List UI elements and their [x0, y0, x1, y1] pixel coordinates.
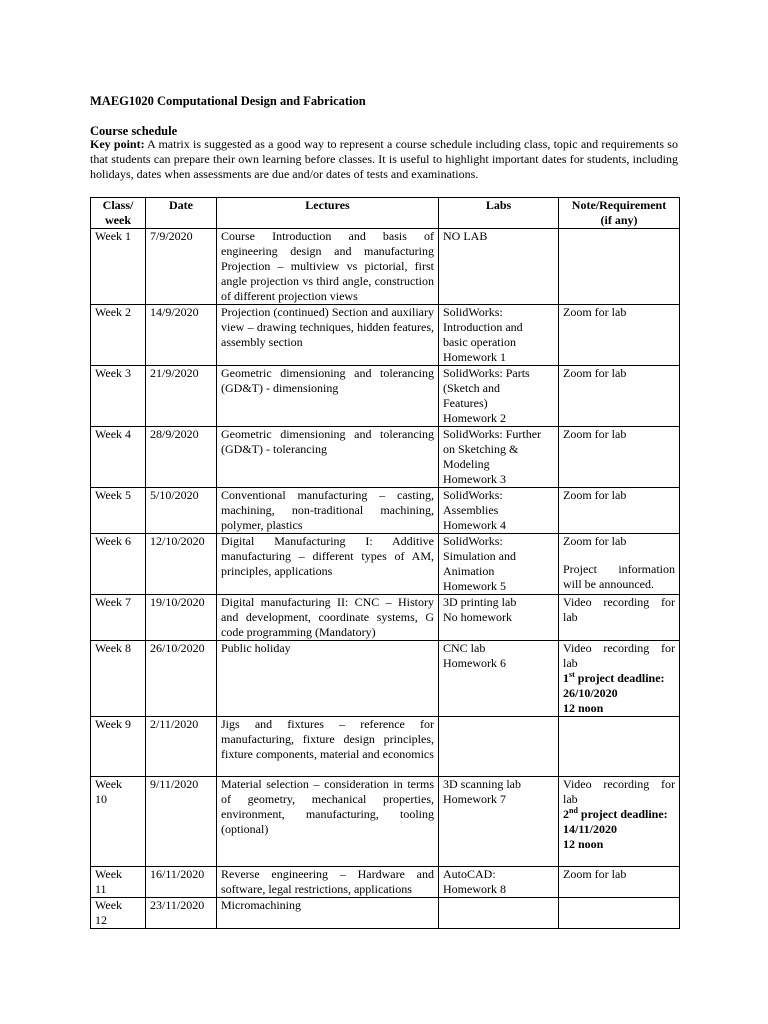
notes-cell: [559, 641, 680, 717]
labs-cell: [439, 305, 559, 366]
week-text: Week 5: [95, 488, 132, 502]
week-text: Week 2: [95, 305, 132, 319]
table-row: [91, 717, 680, 777]
week-cell: [91, 305, 146, 366]
lectures-cell: Reverse engineering – Hardware and software, legal restrictions, applications: [217, 867, 439, 898]
notes-text: Video recording for lab: [563, 777, 675, 806]
header-labs: Labs: [439, 198, 559, 229]
week-cell: [91, 488, 146, 534]
key-point-label: Key point:: [90, 137, 145, 151]
date-cell: 19/10/2020: [146, 595, 217, 641]
date-cell: 9/11/2020: [146, 777, 217, 867]
date-cell: 14/9/2020: [146, 305, 217, 366]
labs-text: (Sketch and: [443, 381, 500, 395]
date-cell: 28/9/2020: [146, 427, 217, 488]
notes-cell: [559, 229, 680, 305]
notes-cell: [559, 305, 680, 366]
notes-text: Zoom for lab: [563, 427, 627, 441]
labs-text: 3D scanning lab: [443, 777, 521, 791]
lectures-cell: Material selection – consideration in terms of geometry, mechanical properties, environment, manufacturing, tooling (optional): [217, 777, 439, 867]
week-cell: [91, 427, 146, 488]
table-row: [91, 488, 680, 534]
labs-text: Simulation and: [443, 549, 516, 563]
lectures-cell: Geometric dimensioning and tolerancing (GD&T) - dimensioning: [217, 366, 439, 427]
table-row: [91, 867, 680, 898]
notes-cell: [559, 427, 680, 488]
labs-text: CNC lab: [443, 641, 486, 655]
labs-text: SolidWorks: Parts: [443, 366, 530, 380]
header-date: Date: [146, 198, 217, 229]
date-cell: 26/10/2020: [146, 641, 217, 717]
week-text: Week 7: [95, 595, 132, 609]
week-cell: [91, 898, 146, 929]
week-cell: [91, 534, 146, 595]
notes-text: Zoom for lab: [563, 534, 627, 548]
notes-cell: [559, 488, 680, 534]
notes-text: [563, 549, 675, 562]
deadline-date: 26/10/2020: [563, 686, 618, 700]
table-row: [91, 777, 680, 867]
labs-text: Homework 5: [443, 579, 506, 593]
date-cell: 2/11/2020: [146, 717, 217, 777]
labs-text: Homework 2: [443, 411, 506, 425]
notes-cell: [559, 777, 680, 867]
labs-text: SolidWorks:: [443, 534, 503, 548]
week-text: Week: [95, 777, 123, 791]
labs-cell: [439, 229, 559, 305]
date-cell: 12/10/2020: [146, 534, 217, 595]
header-week: Class/ week: [91, 198, 146, 229]
key-point-paragraph: [90, 137, 678, 182]
notes-cell: [559, 366, 680, 427]
labs-text: Homework 7: [443, 792, 506, 806]
week-cell: [91, 717, 146, 777]
notes-cell: [559, 595, 680, 641]
deadline-text: 1st project deadline:: [563, 670, 665, 685]
table-row: [91, 305, 680, 366]
labs-text: Modeling: [443, 457, 490, 471]
document-title: MAEG1020 Computational Design and Fabrication: [90, 94, 366, 108]
week-text: 10: [95, 792, 107, 806]
table-row: [91, 641, 680, 717]
notes-text: Project information will be announced.: [563, 562, 675, 591]
labs-text: on Sketching &: [443, 442, 519, 456]
labs-text: Homework 1: [443, 350, 506, 364]
labs-cell: [439, 898, 559, 929]
key-point-text: A matrix is suggested as a good way to represent a course schedule including class, topic and requirements so that students can prepare their own learning before classes. It is useful to highlight important dates for students, including holidays, dates when assessments are due and/or dates of tests and examinations.: [90, 137, 678, 181]
notes-cell: [559, 534, 680, 595]
week-text: Week 6: [95, 534, 132, 548]
lectures-cell: Digital Manufacturing I: Additive manufacturing – different types of AM, principles, applications: [217, 534, 439, 595]
deadline-time: 12 noon: [563, 837, 604, 851]
labs-text: NO LAB: [443, 229, 488, 243]
deadline-text: 2nd project deadline:: [563, 806, 668, 821]
labs-cell: [439, 427, 559, 488]
date-cell: 23/11/2020: [146, 898, 217, 929]
table-header-row: [91, 198, 680, 229]
labs-text: SolidWorks:: [443, 305, 503, 319]
notes-cell: [559, 898, 680, 929]
week-cell: [91, 867, 146, 898]
labs-text: Introduction and: [443, 320, 523, 334]
notes-text: Zoom for lab: [563, 488, 627, 502]
deadline-date: 14/11/2020: [563, 822, 618, 836]
labs-text: 3D printing lab: [443, 595, 517, 609]
notes-text: Zoom for lab: [563, 305, 627, 319]
lectures-cell: Conventional manufacturing – casting, machining, non-traditional machining, polymer, plastics: [217, 488, 439, 534]
date-cell: 7/9/2020: [146, 229, 217, 305]
week-text: 12: [95, 913, 107, 927]
notes-text: Video recording for lab: [563, 595, 675, 624]
course-schedule-table: [90, 197, 680, 929]
labs-cell: [439, 777, 559, 867]
labs-cell: [439, 595, 559, 641]
labs-cell: [439, 717, 559, 777]
table-row: [91, 595, 680, 641]
labs-text: Homework 4: [443, 518, 506, 532]
labs-text: Homework 3: [443, 472, 506, 486]
date-cell: 16/11/2020: [146, 867, 217, 898]
week-text: Week 4: [95, 427, 132, 441]
week-cell: [91, 641, 146, 717]
table-row: [91, 898, 680, 929]
week-cell: [91, 229, 146, 305]
labs-text: SolidWorks:: [443, 488, 503, 502]
labs-text: Features): [443, 396, 488, 410]
labs-text: basic operation: [443, 335, 516, 349]
date-cell: 21/9/2020: [146, 366, 217, 427]
week-cell: [91, 366, 146, 427]
labs-cell: [439, 867, 559, 898]
labs-cell: [439, 534, 559, 595]
notes-cell: [559, 867, 680, 898]
table-body: [91, 229, 680, 929]
lectures-cell: Course Introduction and basis of engineering design and manufacturing Projection – multiview vs pictorial, first angle projection vs third angle, construction of different projection views: [217, 229, 439, 305]
header-notes: Note/Requirement (if any): [559, 198, 680, 229]
table-row: [91, 534, 680, 595]
notes-text: Zoom for lab: [563, 867, 627, 881]
section-title: Course schedule: [90, 124, 178, 138]
table-row: [91, 229, 680, 305]
week-text: Week 9: [95, 717, 132, 731]
lectures-cell: Micromachining: [217, 898, 439, 929]
week-text: Week 3: [95, 366, 132, 380]
lectures-cell: Public holiday: [217, 641, 439, 717]
labs-text: No homework: [443, 610, 512, 624]
table-row: [91, 427, 680, 488]
table-row: [91, 366, 680, 427]
deadline-time: 12 noon: [563, 701, 604, 715]
week-text: 11: [95, 882, 107, 896]
date-cell: 5/10/2020: [146, 488, 217, 534]
notes-cell: [559, 717, 680, 777]
labs-text: Homework 6: [443, 656, 506, 670]
labs-text: Animation: [443, 564, 495, 578]
header-lectures: Lectures: [217, 198, 439, 229]
labs-text: Homework 8: [443, 882, 506, 896]
week-text: Week: [95, 898, 123, 912]
lectures-cell: Projection (continued) Section and auxiliary view – drawing techniques, hidden features, assembly section: [217, 305, 439, 366]
lectures-cell: Digital manufacturing II: CNC – History and development, coordinate systems, G code programming (Mandatory): [217, 595, 439, 641]
week-cell: [91, 595, 146, 641]
labs-text: SolidWorks: Further: [443, 427, 542, 441]
week-cell: [91, 777, 146, 867]
notes-text: Video recording for lab: [563, 641, 675, 670]
labs-cell: [439, 366, 559, 427]
labs-text: AutoCAD:: [443, 867, 496, 881]
week-text: Week 8: [95, 641, 132, 655]
labs-cell: [439, 641, 559, 717]
lectures-cell: Jigs and fixtures – reference for manufacturing, fixture design principles, fixture components, material and economics: [217, 717, 439, 777]
week-text: Week: [95, 867, 123, 881]
labs-cell: [439, 488, 559, 534]
labs-text: Assemblies: [443, 503, 499, 517]
week-text: Week 1: [95, 229, 132, 243]
lectures-cell: Geometric dimensioning and tolerancing (GD&T) - tolerancing: [217, 427, 439, 488]
notes-text: Zoom for lab: [563, 366, 627, 380]
